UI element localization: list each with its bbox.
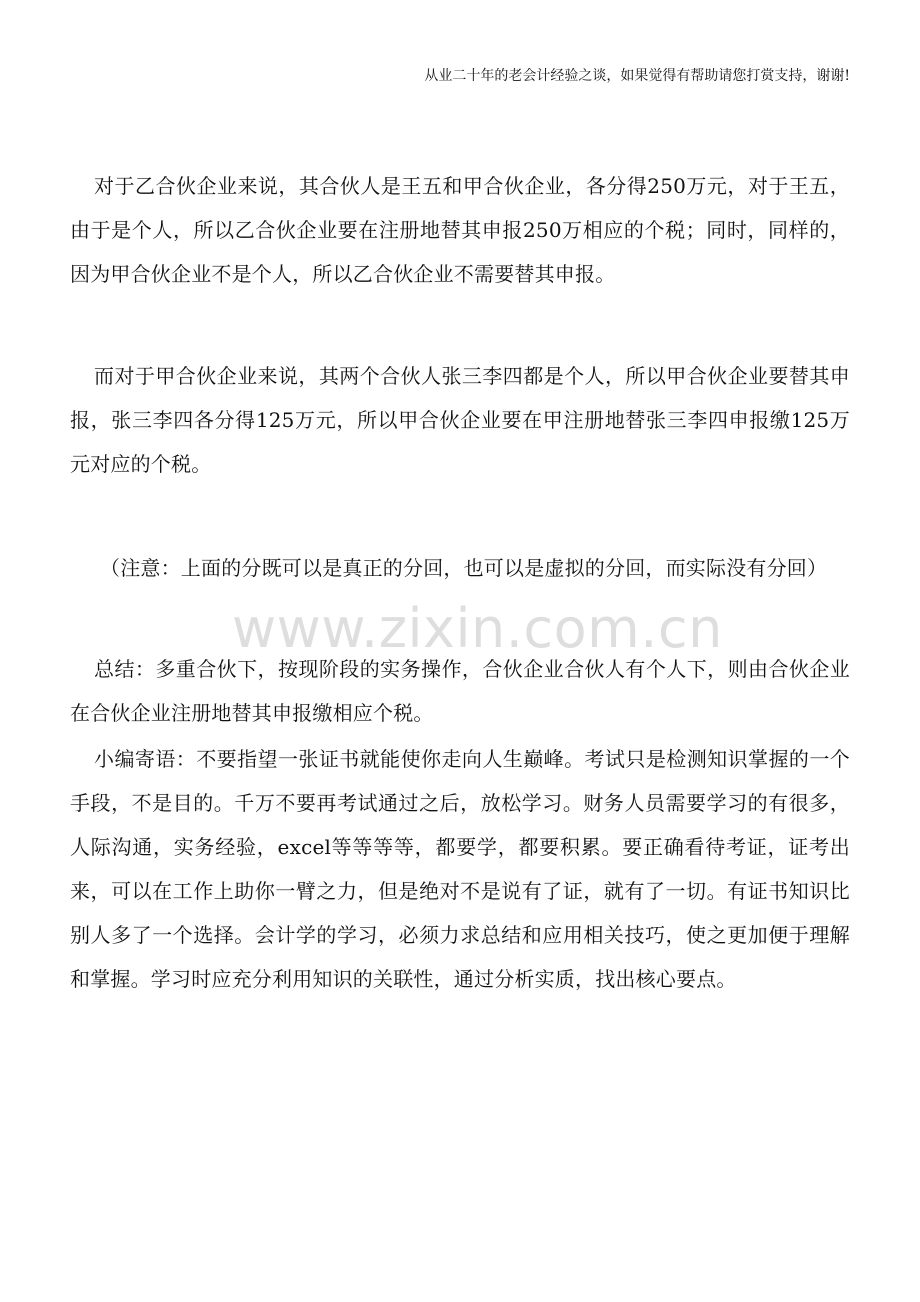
- header-note: 从业二十年的老会计经验之谈，如果觉得有帮助请您打赏支持，谢谢!: [424, 68, 850, 84]
- paragraph-partnership-a: 而对于甲合伙企业来说，其两个合伙人张三李四都是个人，所以甲合伙企业要替其申报，张三李四各分得125万元，所以甲合伙企业要在甲注册地替张三李四申报缴125万元对应的个税。: [70, 364, 850, 476]
- paragraph-summary: 总结：多重合伙下，按现阶段的实务操作，合伙企业合伙人有个人下，则由合伙企业在合伙企业注册地替其申报缴相应个税。: [70, 657, 850, 725]
- watermark: www.zixin.com.cn: [232, 597, 723, 660]
- paragraph-editor-message: 小编寄语：不要指望一张证书就能使你走向人生巅峰。考试只是检测知识掌握的一个手段，不是目的。千万不要再考试通过之后，放松学习。财务人员需要学习的有很多，人际沟通，实务经验，excel等等等等，都要学，都要积累。要正确看待考证，证考出来，可以在工作上助你一臂之力，但是绝对不是说有了证，就有了一切。有证书知识比别人多了一个选择。会计学的学习，必须力求总结和应用相关技巧，使之更加便于理解和掌握。学习时应充分利用知识的关联性，通过分析实质，找出核心要点。: [70, 747, 850, 991]
- paragraph-partnership-b: 对于乙合伙企业来说，其合伙人是王五和甲合伙企业，各分得250万元，对于王五，由于是个人，所以乙合伙企业要在注册地替其申报250万相应的个税；同时，同样的，因为甲合伙企业不是个人，所以乙合伙企业不需要替其申报。: [70, 174, 850, 286]
- paragraph-note: （注意：上面的分既可以是真正的分回，也可以是虚拟的分回，而实际没有分回）: [100, 556, 828, 580]
